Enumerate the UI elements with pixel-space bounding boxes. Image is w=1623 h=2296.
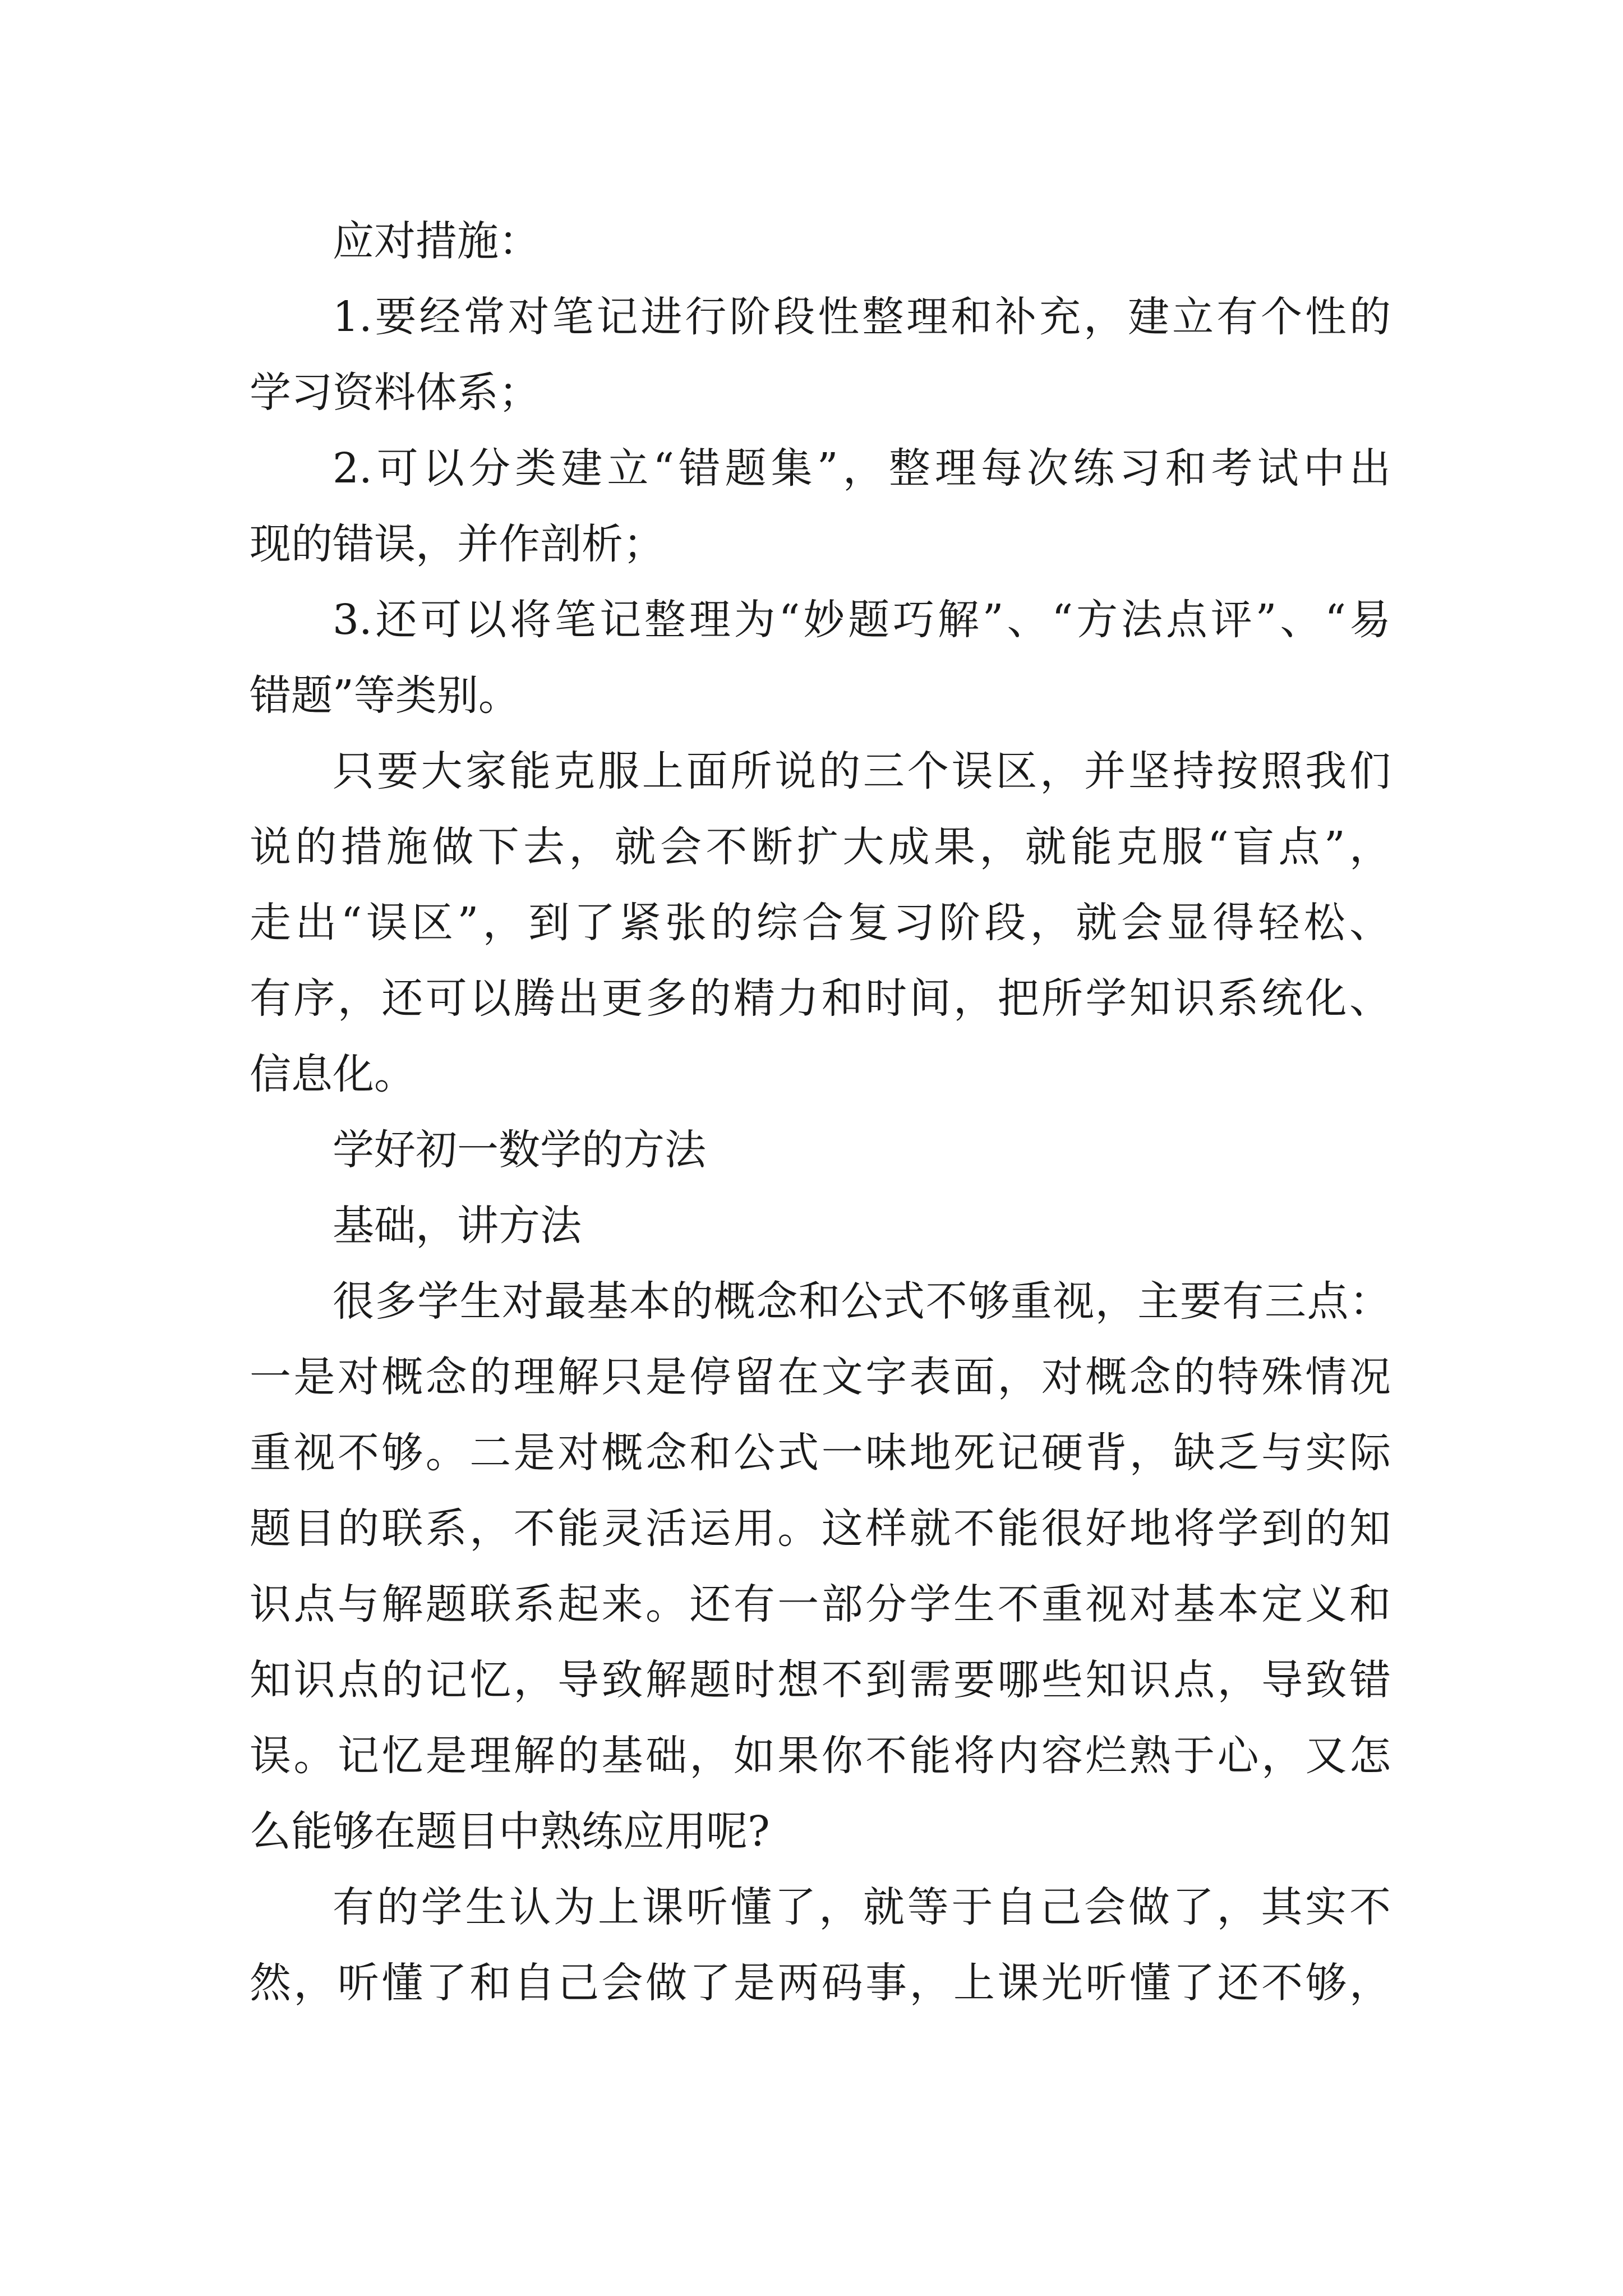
text-line: 说的措施做下去，就会不断扩大成果，就能克服“盲点”， — [250, 823, 1391, 871]
text-line: 知识点的记忆，导致解题时想不到需要哪些知识点，导致错 — [250, 1656, 1391, 1704]
text-line: 很多学生对最基本的概念和公式不够重视，主要有三点： — [333, 1277, 1391, 1326]
text-line: 应对措施： — [333, 217, 540, 265]
text-line: 错题”等类别。 — [250, 671, 520, 720]
text-line: 识点与解题联系起来。还有一部分学生不重视对基本定义和 — [250, 1580, 1391, 1628]
text-line: 重视不够。二是对概念和公式一味地死记硬背，缺乏与实际 — [250, 1429, 1391, 1477]
subsection-heading: 基础，讲方法 — [333, 1202, 582, 1250]
text-line: 走出“误区”，到了紧张的综合复习阶段，就会显得轻松、 — [250, 899, 1391, 947]
text-line: 有序，还可以腾出更多的精力和时间，把所学知识系统化、 — [250, 974, 1391, 1023]
text-line: 误。记忆是理解的基础，如果你不能将内容烂熟于心，又怎 — [250, 1732, 1391, 1780]
text-line: 3.还可以将笔记整理为“妙题巧解”、“方法点评”、“易 — [333, 596, 1391, 644]
text-line: 1.要经常对笔记进行阶段性整理和补充，建立有个性的 — [333, 293, 1391, 341]
text-line: 么能够在题目中熟练应用呢? — [250, 1807, 770, 1856]
text-line: 题目的联系，不能灵活运用。这样就不能很好地将学到的知 — [250, 1504, 1391, 1553]
text-line: 2.可以分类建立“错题集”，整理每次练习和考试中出 — [333, 444, 1391, 493]
section-heading: 学好初一数学的方法 — [333, 1126, 706, 1174]
text-line: 现的错误，并作剖析； — [250, 520, 665, 568]
text-line: 信息化。 — [250, 1050, 416, 1098]
text-line: 学习资料体系； — [250, 369, 540, 417]
text-line: 有的学生认为上课听懂了，就等于自己会做了，其实不 — [333, 1883, 1391, 1931]
text-line: 一是对概念的理解只是停留在文字表面，对概念的特殊情况 — [250, 1353, 1391, 1401]
text-line: 然，听懂了和自己会做了是两码事，上课光听懂了还不够， — [250, 1959, 1391, 2007]
text-line: 只要大家能克服上面所说的三个误区，并坚持按照我们 — [333, 747, 1391, 795]
